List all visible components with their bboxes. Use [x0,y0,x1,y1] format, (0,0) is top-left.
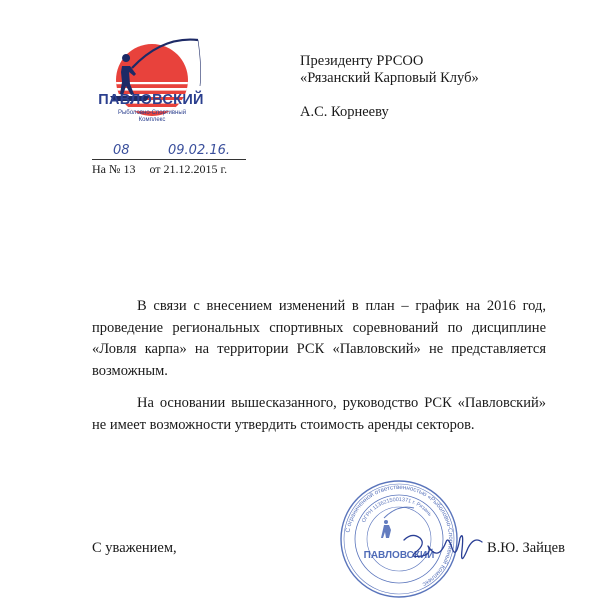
in-reply-number: 13 [123,162,136,176]
letter-body [92,296,546,447]
svg-text:ОГРН 1136215001371 г. Рязань [361,497,433,524]
logo-title: ПАВЛОВСКИЙ [98,92,204,108]
in-reply-date: 21.12.2015 г. [163,162,228,176]
in-reply-label: На № [92,162,121,176]
outgoing-date: 09.02.16. [168,143,231,158]
number-underline [92,159,158,160]
body-paragraph-2: На основании вышесказанного, руководство РСК «Павловский» не имеет возможности утвердить стоимость аренды секторов. [92,395,546,433]
from-label: от [149,162,161,176]
logo-subtitle-line2: Комплекс [138,117,166,123]
company-logo-icon [92,38,222,143]
stamp-center-title: ПАВЛОВСКИЙ [363,550,435,561]
in-reply-reference [92,162,227,177]
outgoing-number: 08 [113,143,130,158]
addressee-name: А.С. Корнееву [300,104,389,120]
signature-icon [398,528,490,572]
stamp-inner-text: ОГРН 1136215001371 г. Рязань [361,496,433,524]
date-underline [158,159,246,160]
closing-regards: С уважением, [92,540,177,556]
addressee-organization: «Рязанский Карповый Клуб» [300,70,479,86]
stamp-ring-text: С ограниченной ответственностью «Рыболовно-Спортивный Комплекс [344,483,455,588]
addressee-block [300,53,479,121]
signer-name: В.Ю. Зайцев [487,540,565,556]
logo-subtitle-line1: Рыболовно-Спортивный [117,110,187,116]
body-paragraph-1: В связи с внесением изменений в план – график на 2016 год, проведение региональных спортивных соревнований по дисциплине «Ловля карпа» на территории РСК «Павловский» не представляется возможным. [92,298,546,379]
addressee-position: Президенту РРСОО [300,53,424,69]
logo-subtitle [100,110,204,124]
